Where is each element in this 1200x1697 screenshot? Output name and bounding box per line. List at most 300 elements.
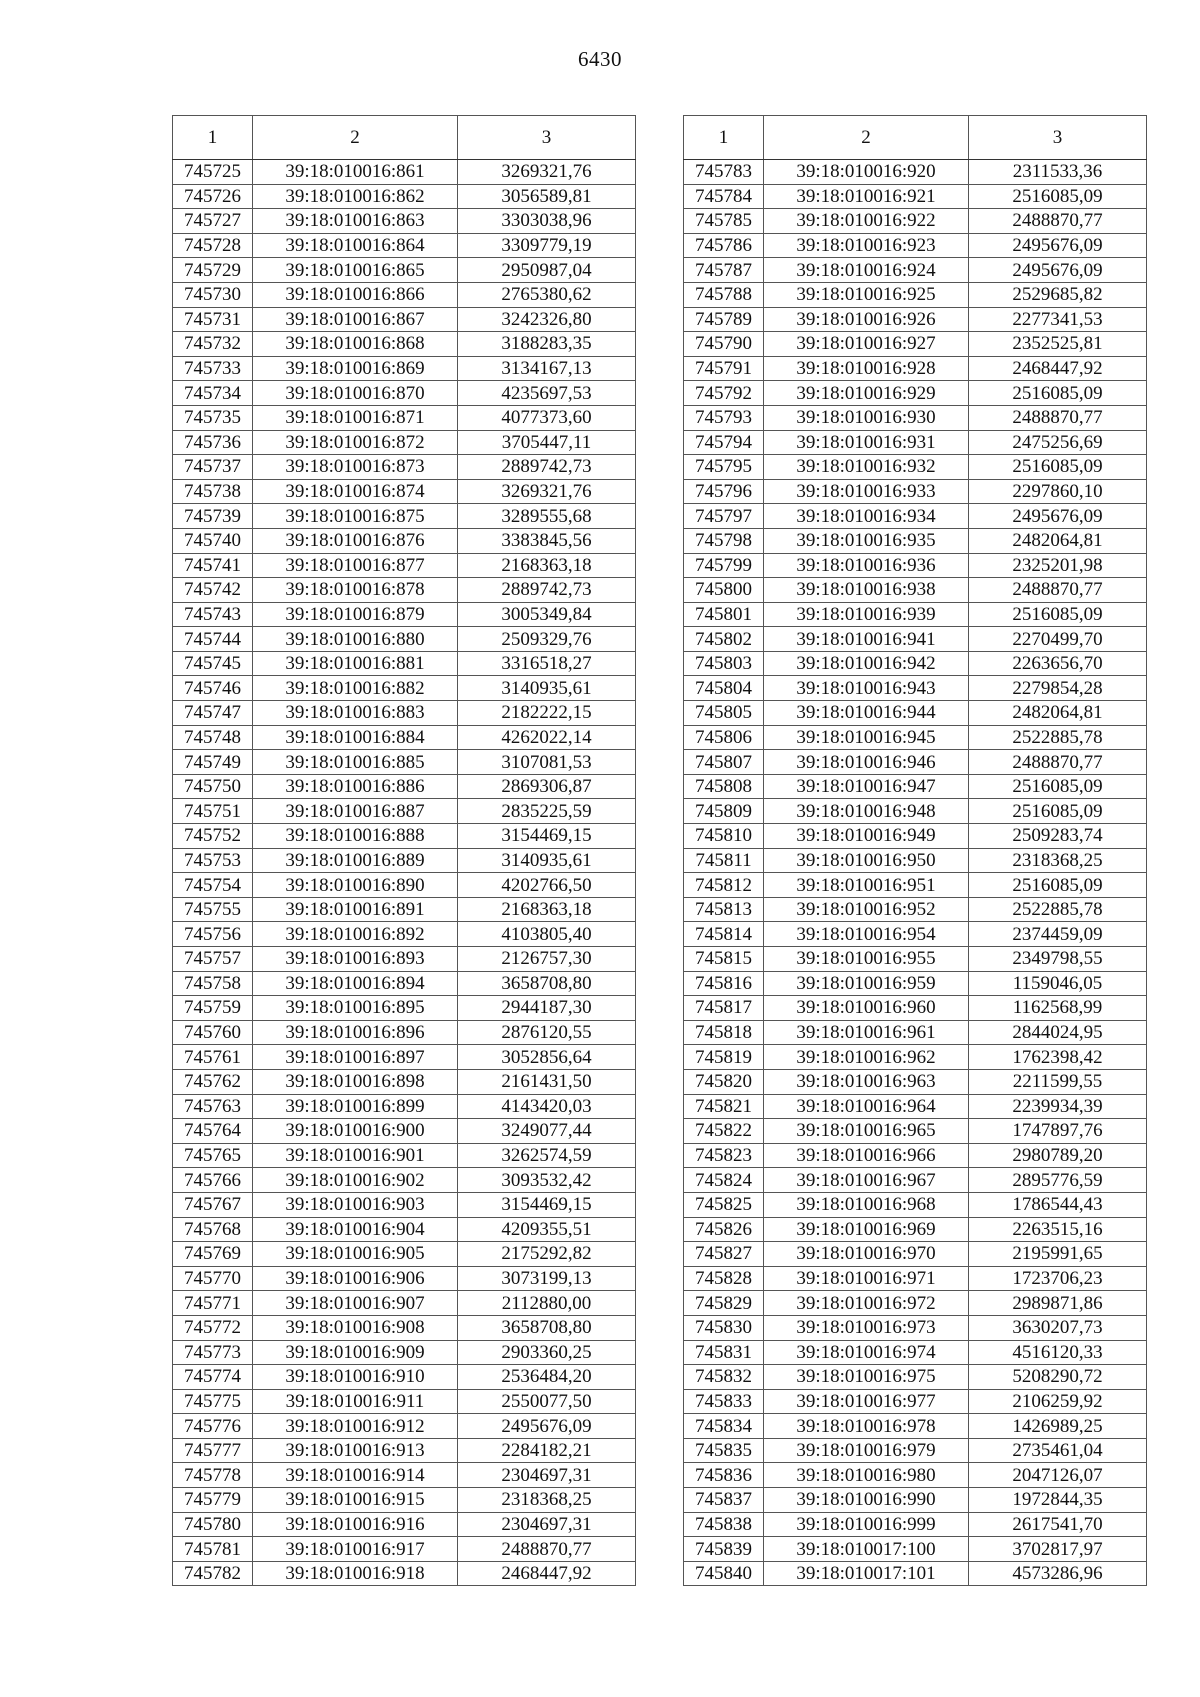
row-number-cell: 745836 [684,1463,764,1488]
cadastral-number-cell: 39:18:010016:864 [253,233,458,258]
row-number-cell: 745728 [173,233,253,258]
row-number-cell: 745834 [684,1414,764,1439]
cadastral-number-cell: 39:18:010016:903 [253,1192,458,1217]
value-cell: 3269321,76 [458,479,636,504]
value-cell: 3269321,76 [458,160,636,185]
cadastral-number-cell: 39:18:010016:973 [764,1315,969,1340]
value-cell: 2488870,77 [969,750,1147,775]
table-row [173,1340,636,1365]
cadastral-number-cell: 39:18:010016:874 [253,479,458,504]
row-number-cell: 745797 [684,504,764,529]
cadastral-number-cell: 39:18:010016:908 [253,1315,458,1340]
value-cell: 2304697,31 [458,1512,636,1537]
data-table-right [683,115,1147,1586]
value-cell: 2304697,31 [458,1463,636,1488]
value-cell: 2277341,53 [969,307,1147,332]
table-row [173,627,636,652]
table-row [684,479,1147,504]
row-number-cell: 745731 [173,307,253,332]
value-cell: 2270499,70 [969,627,1147,652]
table-row [684,897,1147,922]
cadastral-number-cell: 39:18:010016:883 [253,701,458,726]
cadastral-number-cell: 39:18:010016:969 [764,1217,969,1242]
cadastral-number-cell: 39:18:010016:920 [764,160,969,185]
table-row [173,996,636,1021]
cadastral-number-cell: 39:18:010016:968 [764,1192,969,1217]
row-number-cell: 745837 [684,1488,764,1513]
column-header-3: 3 [458,116,636,160]
value-cell: 2488870,77 [458,1537,636,1562]
row-number-cell: 745785 [684,209,764,234]
cadastral-number-cell: 39:18:010016:947 [764,774,969,799]
cadastral-number-cell: 39:18:010016:892 [253,922,458,947]
row-number-cell: 745813 [684,897,764,922]
row-number-cell: 745733 [173,356,253,381]
value-cell: 2529685,82 [969,282,1147,307]
row-number-cell: 745824 [684,1168,764,1193]
value-cell: 2284182,21 [458,1438,636,1463]
table-row [173,725,636,750]
cadastral-number-cell: 39:18:010016:955 [764,947,969,972]
table-row [684,701,1147,726]
value-cell: 2168363,18 [458,553,636,578]
row-number-cell: 745823 [684,1143,764,1168]
table-row [173,947,636,972]
row-number-cell: 745814 [684,922,764,947]
row-number-cell: 745755 [173,897,253,922]
table-row [684,651,1147,676]
column-header-2: 2 [764,116,969,160]
cadastral-number-cell: 39:18:010016:880 [253,627,458,652]
row-number-cell: 745762 [173,1069,253,1094]
value-cell: 3093532,42 [458,1168,636,1193]
row-number-cell: 745752 [173,824,253,849]
cadastral-number-cell: 39:18:010016:954 [764,922,969,947]
value-cell: 2279854,28 [969,676,1147,701]
row-number-cell: 745767 [173,1192,253,1217]
cadastral-number-cell: 39:18:010016:886 [253,774,458,799]
row-number-cell: 745792 [684,381,764,406]
row-number-cell: 745794 [684,430,764,455]
row-number-cell: 745805 [684,701,764,726]
value-cell: 2895776,59 [969,1168,1147,1193]
cadastral-number-cell: 39:18:010016:905 [253,1242,458,1267]
table-row [684,455,1147,480]
table-row [173,528,636,553]
table-row [173,1512,636,1537]
value-cell: 2126757,30 [458,947,636,972]
table-row [173,651,636,676]
table-row [173,405,636,430]
value-cell: 2516085,09 [969,774,1147,799]
table-row [684,1463,1147,1488]
value-cell: 2516085,09 [969,602,1147,627]
value-cell: 2482064,81 [969,528,1147,553]
table-row [173,553,636,578]
cadastral-number-cell: 39:18:010016:934 [764,504,969,529]
cadastral-number-cell: 39:18:010016:916 [253,1512,458,1537]
row-number-cell: 745789 [684,307,764,332]
table-row [173,1266,636,1291]
value-cell: 2903360,25 [458,1340,636,1365]
value-cell: 2509283,74 [969,824,1147,849]
row-number-cell: 745758 [173,971,253,996]
cadastral-number-cell: 39:18:010016:902 [253,1168,458,1193]
row-number-cell: 745769 [173,1242,253,1267]
cadastral-number-cell: 39:18:010016:890 [253,873,458,898]
value-cell: 2468447,92 [458,1561,636,1586]
cadastral-number-cell: 39:18:010016:904 [253,1217,458,1242]
value-cell: 2516085,09 [969,799,1147,824]
table-row [173,258,636,283]
value-cell: 4262022,14 [458,725,636,750]
cadastral-number-cell: 39:18:010016:999 [764,1512,969,1537]
cadastral-number-cell: 39:18:010016:877 [253,553,458,578]
table-row [173,1414,636,1439]
table-row [173,897,636,922]
table-row [684,504,1147,529]
value-cell: 2989871,86 [969,1291,1147,1316]
table-row [684,184,1147,209]
cadastral-number-cell: 39:18:010016:950 [764,848,969,873]
row-number-cell: 745737 [173,455,253,480]
table-row [684,1340,1147,1365]
table-row [684,947,1147,972]
row-number-cell: 745746 [173,676,253,701]
table-row [684,282,1147,307]
cadastral-number-cell: 39:18:010016:885 [253,750,458,775]
cadastral-number-cell: 39:18:010016:925 [764,282,969,307]
cadastral-number-cell: 39:18:010016:868 [253,332,458,357]
cadastral-number-cell: 39:18:010016:949 [764,824,969,849]
table-row [173,971,636,996]
value-cell: 2844024,95 [969,1020,1147,1045]
cadastral-number-cell: 39:18:010016:960 [764,996,969,1021]
row-number-cell: 745735 [173,405,253,430]
cadastral-number-cell: 39:18:010016:866 [253,282,458,307]
value-cell: 2297860,10 [969,479,1147,504]
cadastral-number-cell: 39:18:010016:887 [253,799,458,824]
table-row [684,922,1147,947]
row-number-cell: 745819 [684,1045,764,1070]
row-number-cell: 745800 [684,578,764,603]
cadastral-number-cell: 39:18:010016:980 [764,1463,969,1488]
table-row [684,1119,1147,1144]
table-row [173,381,636,406]
value-cell: 2876120,55 [458,1020,636,1045]
value-cell: 4143420,03 [458,1094,636,1119]
table-row [684,873,1147,898]
cadastral-number-cell: 39:18:010016:966 [764,1143,969,1168]
cadastral-number-cell: 39:18:010017:101 [764,1561,969,1586]
value-cell: 3154469,15 [458,1192,636,1217]
cadastral-number-cell: 39:18:010016:888 [253,824,458,849]
cadastral-number-cell: 39:18:010016:876 [253,528,458,553]
table-row [684,1020,1147,1045]
cadastral-number-cell: 39:18:010016:961 [764,1020,969,1045]
value-cell: 2869306,87 [458,774,636,799]
cadastral-number-cell: 39:18:010016:978 [764,1414,969,1439]
row-number-cell: 745808 [684,774,764,799]
row-number-cell: 745835 [684,1438,764,1463]
value-cell: 3702817,97 [969,1537,1147,1562]
table-row [684,1291,1147,1316]
cadastral-number-cell: 39:18:010016:873 [253,455,458,480]
table-row [173,1488,636,1513]
value-cell: 2495676,09 [969,504,1147,529]
row-number-cell: 745787 [684,258,764,283]
table-body-left [173,160,636,1586]
cadastral-number-cell: 39:18:010016:906 [253,1266,458,1291]
value-cell: 3289555,68 [458,504,636,529]
cadastral-number-cell: 39:18:010016:930 [764,405,969,430]
cadastral-number-cell: 39:18:010016:926 [764,307,969,332]
value-cell: 1723706,23 [969,1266,1147,1291]
row-number-cell: 745840 [684,1561,764,1586]
value-cell: 3630207,73 [969,1315,1147,1340]
value-cell: 3316518,27 [458,651,636,676]
value-cell: 2488870,77 [969,209,1147,234]
cadastral-number-cell: 39:18:010016:962 [764,1045,969,1070]
value-cell: 3262574,59 [458,1143,636,1168]
table-row [684,824,1147,849]
row-number-cell: 745742 [173,578,253,603]
cadastral-number-cell: 39:18:010016:879 [253,602,458,627]
table-row [684,356,1147,381]
value-cell: 2047126,07 [969,1463,1147,1488]
cadastral-number-cell: 39:18:010016:941 [764,627,969,652]
cadastral-number-cell: 39:18:010016:948 [764,799,969,824]
table-row [684,160,1147,185]
row-number-cell: 745799 [684,553,764,578]
value-cell: 2325201,98 [969,553,1147,578]
table-row [173,160,636,185]
row-number-cell: 745766 [173,1168,253,1193]
row-number-cell: 745784 [684,184,764,209]
cadastral-number-cell: 39:18:010016:964 [764,1094,969,1119]
value-cell: 2495676,09 [458,1414,636,1439]
cadastral-number-cell: 39:18:010016:971 [764,1266,969,1291]
table-row [684,1168,1147,1193]
table-row [684,996,1147,1021]
cadastral-number-cell: 39:18:010016:951 [764,873,969,898]
cadastral-number-cell: 39:18:010017:100 [764,1537,969,1562]
value-cell: 2516085,09 [969,455,1147,480]
table-row [173,1438,636,1463]
value-cell: 3134167,13 [458,356,636,381]
cadastral-number-cell: 39:18:010016:870 [253,381,458,406]
table-row [173,1069,636,1094]
table-row [173,1315,636,1340]
row-number-cell: 745768 [173,1217,253,1242]
row-number-cell: 745781 [173,1537,253,1562]
row-number-cell: 745782 [173,1561,253,1586]
cadastral-number-cell: 39:18:010016:871 [253,405,458,430]
value-cell: 5208290,72 [969,1365,1147,1390]
table-row [684,971,1147,996]
row-number-cell: 745749 [173,750,253,775]
value-cell: 2509329,76 [458,627,636,652]
row-number-cell: 745838 [684,1512,764,1537]
table-row [684,1315,1147,1340]
row-number-cell: 745771 [173,1291,253,1316]
table-row [684,209,1147,234]
row-number-cell: 745760 [173,1020,253,1045]
table-row [684,332,1147,357]
row-number-cell: 745795 [684,455,764,480]
row-number-cell: 745796 [684,479,764,504]
row-number-cell: 745770 [173,1266,253,1291]
row-number-cell: 745744 [173,627,253,652]
table-row [173,1291,636,1316]
table-row [684,1365,1147,1390]
cadastral-number-cell: 39:18:010016:924 [764,258,969,283]
cadastral-number-cell: 39:18:010016:900 [253,1119,458,1144]
value-cell: 2550077,50 [458,1389,636,1414]
row-number-cell: 745738 [173,479,253,504]
cadastral-number-cell: 39:18:010016:918 [253,1561,458,1586]
table-row [684,553,1147,578]
table-row [684,848,1147,873]
cadastral-number-cell: 39:18:010016:938 [764,578,969,603]
cadastral-number-cell: 39:18:010016:878 [253,578,458,603]
table-row [173,578,636,603]
value-cell: 2980789,20 [969,1143,1147,1168]
table-row [173,430,636,455]
row-number-cell: 745816 [684,971,764,996]
table-row [173,1143,636,1168]
row-number-cell: 745802 [684,627,764,652]
value-cell: 4077373,60 [458,405,636,430]
cadastral-number-cell: 39:18:010016:907 [253,1291,458,1316]
column-header-1: 1 [173,116,253,160]
row-number-cell: 745801 [684,602,764,627]
value-cell: 3705447,11 [458,430,636,455]
table-row [684,1143,1147,1168]
cadastral-number-cell: 39:18:010016:909 [253,1340,458,1365]
value-cell: 3052856,64 [458,1045,636,1070]
cadastral-number-cell: 39:18:010016:893 [253,947,458,972]
value-cell: 3154469,15 [458,824,636,849]
row-number-cell: 745751 [173,799,253,824]
cadastral-number-cell: 39:18:010016:875 [253,504,458,529]
row-number-cell: 745776 [173,1414,253,1439]
value-cell: 4202766,50 [458,873,636,898]
table-row [173,750,636,775]
cadastral-number-cell: 39:18:010016:896 [253,1020,458,1045]
row-number-cell: 745745 [173,651,253,676]
cadastral-number-cell: 39:18:010016:923 [764,233,969,258]
row-number-cell: 745791 [684,356,764,381]
row-number-cell: 745754 [173,873,253,898]
table-row [684,750,1147,775]
cadastral-number-cell: 39:18:010016:861 [253,160,458,185]
value-cell: 2112880,00 [458,1291,636,1316]
cadastral-number-cell: 39:18:010016:894 [253,971,458,996]
row-number-cell: 745831 [684,1340,764,1365]
value-cell: 3056589,81 [458,184,636,209]
cadastral-number-cell: 39:18:010016:929 [764,381,969,406]
table-row [684,233,1147,258]
row-number-cell: 745818 [684,1020,764,1045]
data-table-left [172,115,636,1586]
value-cell: 2106259,92 [969,1389,1147,1414]
row-number-cell: 745826 [684,1217,764,1242]
row-number-cell: 745775 [173,1389,253,1414]
table-row [684,1217,1147,1242]
table-row [173,824,636,849]
table-row [684,1266,1147,1291]
value-cell: 3107081,53 [458,750,636,775]
table-row [684,725,1147,750]
value-cell: 2318368,25 [458,1488,636,1513]
cadastral-number-cell: 39:18:010016:897 [253,1045,458,1070]
table-row [684,578,1147,603]
row-number-cell: 745786 [684,233,764,258]
value-cell: 3658708,80 [458,1315,636,1340]
value-cell: 3249077,44 [458,1119,636,1144]
table-header-row [684,116,1147,160]
table-row [173,1365,636,1390]
value-cell: 3303038,96 [458,209,636,234]
row-number-cell: 745828 [684,1266,764,1291]
value-cell: 1762398,42 [969,1045,1147,1070]
table-row [684,1414,1147,1439]
cadastral-number-cell: 39:18:010016:931 [764,430,969,455]
table-row [173,1119,636,1144]
table-row [173,1561,636,1586]
row-number-cell: 745825 [684,1192,764,1217]
value-cell: 1747897,76 [969,1119,1147,1144]
row-number-cell: 745756 [173,922,253,947]
value-cell: 3383845,56 [458,528,636,553]
value-cell: 1972844,35 [969,1488,1147,1513]
table-row [684,405,1147,430]
cadastral-number-cell: 39:18:010016:901 [253,1143,458,1168]
row-number-cell: 745729 [173,258,253,283]
row-number-cell: 745817 [684,996,764,1021]
column-header-3: 3 [969,116,1147,160]
value-cell: 2495676,09 [969,233,1147,258]
value-cell: 2352525,81 [969,332,1147,357]
cadastral-number-cell: 39:18:010016:895 [253,996,458,1021]
table-row [173,799,636,824]
row-number-cell: 745830 [684,1315,764,1340]
value-cell: 2475256,69 [969,430,1147,455]
table-row [684,1389,1147,1414]
value-cell: 2516085,09 [969,873,1147,898]
value-cell: 2175292,82 [458,1242,636,1267]
table-row [684,1045,1147,1070]
row-number-cell: 745730 [173,282,253,307]
cadastral-number-cell: 39:18:010016:862 [253,184,458,209]
cadastral-number-cell: 39:18:010016:917 [253,1537,458,1562]
row-number-cell: 745763 [173,1094,253,1119]
table-header-row [173,116,636,160]
cadastral-number-cell: 39:18:010016:946 [764,750,969,775]
row-number-cell: 745783 [684,160,764,185]
row-number-cell: 745809 [684,799,764,824]
cadastral-number-cell: 39:18:010016:913 [253,1438,458,1463]
value-cell: 3188283,35 [458,332,636,357]
table-row [173,1242,636,1267]
cadastral-number-cell: 39:18:010016:963 [764,1069,969,1094]
table-row [684,1561,1147,1586]
cadastral-number-cell: 39:18:010016:884 [253,725,458,750]
cadastral-number-cell: 39:18:010016:967 [764,1168,969,1193]
table-row [173,356,636,381]
row-number-cell: 745806 [684,725,764,750]
